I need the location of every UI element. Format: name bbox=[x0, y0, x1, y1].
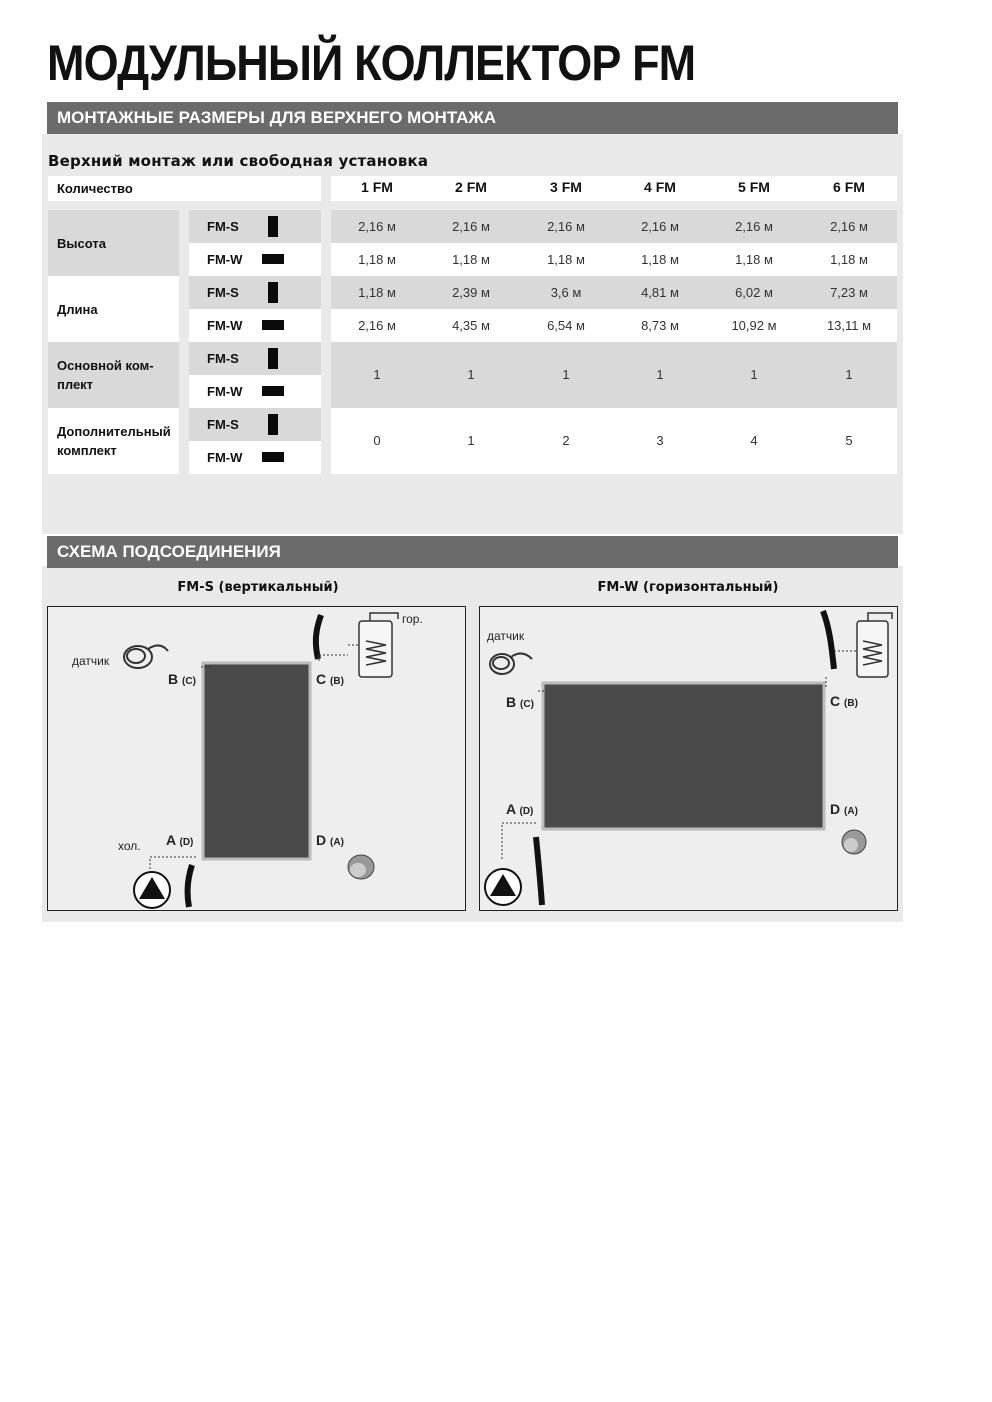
horizontal-collector-icon bbox=[262, 386, 284, 396]
table-row: 0 1 2 3 4 5 bbox=[331, 408, 897, 474]
collector-panel bbox=[543, 683, 824, 829]
column-header: 2 FM bbox=[455, 179, 487, 195]
type-label-fm-w: FM-W bbox=[189, 243, 321, 276]
connection-section-heading: СХЕМА ПОДСОЕДИНЕНИЯ bbox=[47, 536, 898, 568]
column-header: 4 FM bbox=[644, 179, 676, 195]
collector-panel bbox=[203, 663, 310, 859]
fitting-icon bbox=[348, 855, 374, 879]
port-b-label: B (C) bbox=[506, 694, 534, 710]
vertical-collector-icon bbox=[268, 282, 278, 303]
group-label-length: Длина bbox=[48, 276, 179, 342]
column-header: 5 FM bbox=[738, 179, 770, 195]
cold-label: хол. bbox=[118, 839, 141, 853]
horizontal-collector-icon bbox=[262, 452, 284, 462]
storage-tank-icon bbox=[359, 613, 398, 677]
sensor-label: датчик bbox=[72, 654, 110, 668]
type-label-fm-s: FM-S bbox=[189, 210, 321, 243]
horizontal-collector-icon bbox=[262, 254, 284, 264]
port-a-label: A (D) bbox=[166, 832, 194, 848]
type-label-fm-w: FM-W bbox=[189, 441, 321, 474]
group-label-extra-kit: Дополнительный комплект bbox=[48, 408, 179, 474]
port-d-label: D (A) bbox=[830, 801, 858, 817]
type-label-fm-w: FM-W bbox=[189, 309, 321, 342]
diagram-fm-s-drawing bbox=[48, 607, 466, 911]
table-header-label: Количество bbox=[48, 176, 321, 201]
type-label-fm-s: FM-S bbox=[189, 408, 321, 441]
table-row: 1 1 1 1 1 1 bbox=[331, 342, 897, 408]
vertical-collector-icon bbox=[268, 348, 278, 369]
cold-dashed-line bbox=[502, 823, 538, 859]
vertical-collector-icon bbox=[268, 414, 278, 435]
fitting-icon bbox=[842, 830, 866, 854]
column-header: 6 FM bbox=[833, 179, 865, 195]
pump-icon bbox=[134, 872, 170, 908]
vertical-collector-icon bbox=[268, 216, 278, 237]
cold-pipe bbox=[536, 837, 542, 905]
table-row: 1,18 м 2,39 м 3,6 м 4,81 м 6,02 м 7,23 м bbox=[331, 276, 897, 309]
diagram-title-fm-w: FM-W (горизонтальный) bbox=[597, 580, 779, 595]
horizontal-collector-icon bbox=[262, 320, 284, 330]
page-title: МОДУЛЬНЫЙ КОЛЛЕКТОР FM bbox=[47, 35, 696, 91]
port-c-label: C (B) bbox=[830, 693, 858, 709]
dimensions-subheading: Верхний монтаж или свободная установка bbox=[48, 152, 429, 170]
group-label-height: Высота bbox=[48, 210, 179, 276]
column-header: 1 FM bbox=[361, 179, 393, 195]
type-label-fm-s: FM-S bbox=[189, 342, 321, 375]
group-label-main-kit: Основной ком- плект bbox=[48, 342, 179, 408]
hot-label: гор. bbox=[402, 612, 423, 626]
dimensions-section-heading: МОНТАЖНЫЕ РАЗМЕРЫ ДЛЯ ВЕРХНЕГО МОНТАЖА bbox=[47, 102, 898, 134]
sensor-icon bbox=[124, 645, 168, 668]
diagram-title-fm-s: FM-S (вертикальный) bbox=[177, 580, 339, 595]
diagram-fm-s bbox=[47, 606, 466, 911]
sensor-icon bbox=[490, 653, 532, 674]
port-b-label: B (C) bbox=[168, 671, 196, 687]
diagram-fm-w bbox=[479, 606, 898, 911]
pump-icon bbox=[485, 869, 521, 905]
table-row: 2,16 м 2,16 м 2,16 м 2,16 м 2,16 м 2,16 м bbox=[331, 210, 897, 243]
diagram-fm-w-drawing bbox=[480, 607, 898, 911]
table-row: 1,18 м 1,18 м 1,18 м 1,18 м 1,18 м 1,18 м bbox=[331, 243, 897, 276]
storage-tank-icon bbox=[857, 613, 892, 677]
column-header: 3 FM bbox=[550, 179, 582, 195]
port-d-label: D (A) bbox=[316, 832, 344, 848]
port-a-label: A (D) bbox=[506, 801, 534, 817]
hot-dashed-line bbox=[319, 645, 359, 655]
hot-pipe bbox=[316, 615, 321, 659]
type-label-fm-s: FM-S bbox=[189, 276, 321, 309]
table-row: 2,16 м 4,35 м 6,54 м 8,73 м 10,92 м 13,11 м bbox=[331, 309, 897, 342]
sensor-label: датчик bbox=[487, 629, 525, 643]
cold-pipe bbox=[188, 865, 192, 907]
port-c-label: C (B) bbox=[316, 671, 344, 687]
hot-pipe bbox=[823, 611, 834, 669]
table-header-row bbox=[331, 176, 897, 201]
type-label-fm-w: FM-W bbox=[189, 375, 321, 408]
